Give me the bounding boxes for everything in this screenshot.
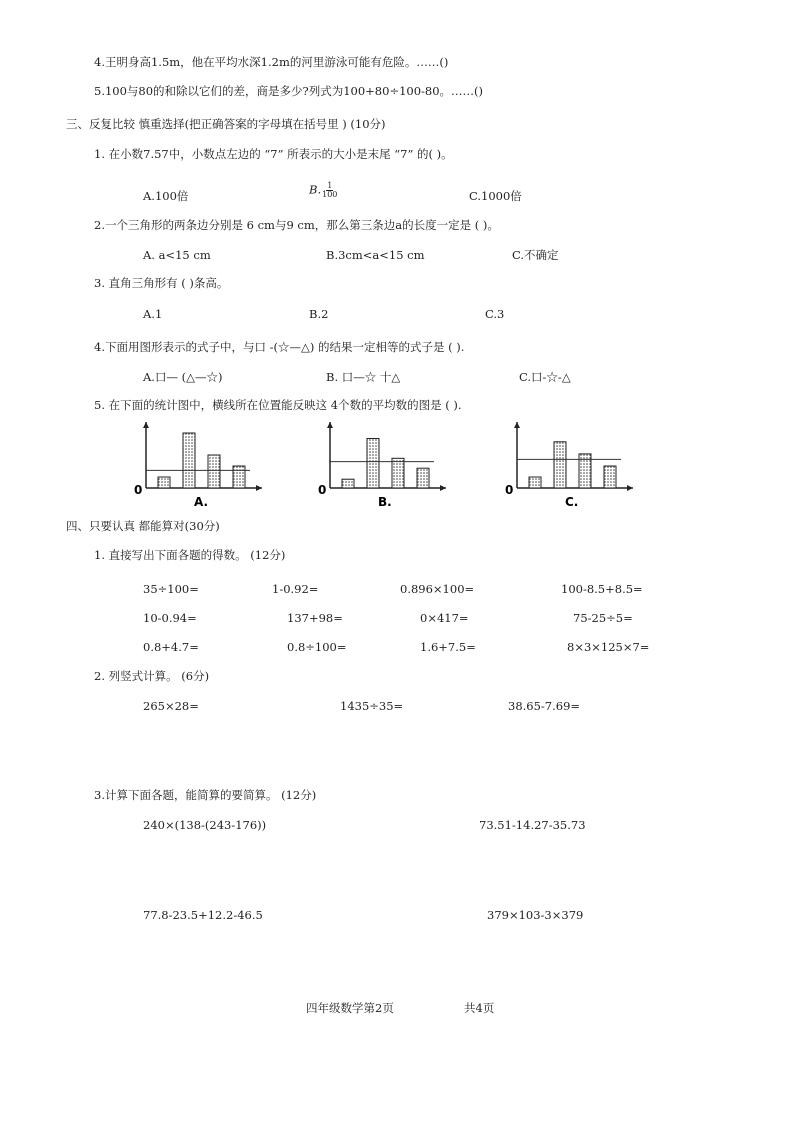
calc-cell: 8×3×125×7= <box>567 640 650 654</box>
bar <box>208 455 220 488</box>
simplify-item: 77.8-23.5+12.2-46.5 <box>143 908 263 922</box>
s3-q2-option-a: A. a<15 cm <box>143 248 211 262</box>
chart-c <box>505 418 640 513</box>
vertical-calc-item: 1435÷35= <box>340 699 404 713</box>
s4-q2-title: 2. 列竖式计算。 (6分) <box>94 669 210 683</box>
s3-q2-stem: 2.一个三角形的两条边分别是 6 cm与9 cm，那么第三条边a的长度一定是 ( )。 <box>94 218 499 232</box>
judge-item-4: 4.王明身高1.5m，他在平均水深1.2m的河里游泳可能有危险。……() <box>94 55 449 69</box>
chart-b <box>318 418 453 513</box>
x-axis-arrow <box>440 485 446 491</box>
chart-title: B. <box>378 495 392 509</box>
calc-cell: 1-0.92= <box>272 582 319 596</box>
bar <box>529 477 541 488</box>
x-axis-arrow <box>627 485 633 491</box>
bar <box>392 458 404 488</box>
calc-cell: 75-25÷5= <box>573 611 633 625</box>
calc-cell: 0.8+4.7= <box>143 640 199 654</box>
bar <box>554 442 566 488</box>
s3-q4-option-a: A.口— (△—☆) <box>143 370 223 384</box>
chart-title: A. <box>194 495 209 509</box>
calc-cell: 137+98= <box>287 611 343 625</box>
judge-item-5: 5.100与80的和除以它们的差，商是多少?列式为100+80÷100-80。……() <box>94 84 484 98</box>
y-axis-arrow <box>327 422 333 428</box>
x-axis-arrow <box>256 485 262 491</box>
s3-q4-stem: 4.下面用图形表示的式子中，与口 -(☆—△) 的结果一定相等的式子是 ( ). <box>94 340 465 354</box>
calc-cell: 0×417= <box>420 611 469 625</box>
s3-q4-option-b: B. 口—☆ 十△ <box>326 370 401 384</box>
s3-q3-option-c: C.3 <box>485 307 505 321</box>
chart-title: C. <box>565 495 579 509</box>
section3-title: 三、反复比较 慎重选择(把正确答案的字母填在括号里 ) (10分) <box>66 117 386 131</box>
y-axis-arrow <box>143 422 149 428</box>
footer-page: 四年级数学第2页 <box>306 1001 394 1015</box>
s3-q1-stem: 1. 在小数7.57中，小数点左边的 “7” 所表示的大小是末尾 “7” 的( )。 <box>94 147 453 161</box>
simplify-item: 73.51-14.27-35.73 <box>479 818 586 832</box>
calc-cell: 0.8÷100= <box>287 640 347 654</box>
calc-cell: 100-8.5+8.5= <box>561 582 643 596</box>
bar <box>604 466 616 488</box>
simplify-item: 240×(138-(243-176)) <box>143 818 267 832</box>
bar <box>183 433 195 488</box>
s3-q5-stem: 5. 在下面的统计图中，横线所在位置能反映这 4个数的平均数的图是 ( ). <box>94 398 462 412</box>
bar <box>367 439 379 489</box>
calc-cell: 35÷100= <box>143 582 199 596</box>
vertical-calc-item: 265×28= <box>143 699 199 713</box>
calc-cell: 0.896×100= <box>400 582 475 596</box>
s4-q3-title: 3.计算下面各题，能简算的要简算。 (12分) <box>94 788 317 802</box>
y-axis-arrow <box>514 422 520 428</box>
s3-q3-option-b: B.2 <box>309 307 329 321</box>
vertical-calc-item: 38.65-7.69= <box>508 699 581 713</box>
origin-label: 0 <box>505 483 514 497</box>
origin-label: 0 <box>134 483 143 497</box>
bar <box>342 479 354 488</box>
simplify-item: 379×103-3×379 <box>487 908 584 922</box>
s3-q2-option-c: C.不确定 <box>512 248 559 262</box>
section4-title: 四、只要认真 都能算对(30分) <box>66 519 220 533</box>
s3-q1-option-b: B. $\frac{1}{100}$ <box>309 181 338 199</box>
bar <box>233 466 245 488</box>
bar <box>417 468 429 488</box>
calc-cell: 1.6+7.5= <box>420 640 476 654</box>
footer-total: 共4页 <box>464 1001 495 1015</box>
s3-q3-option-a: A.1 <box>143 307 163 321</box>
s3-q1-option-c: C.1000倍 <box>469 189 522 203</box>
s3-q4-option-c: C.口-☆-△ <box>519 370 571 384</box>
calc-cell: 10-0.94= <box>143 611 197 625</box>
bar <box>158 477 170 488</box>
s3-q1-option-a: A.100倍 <box>143 189 189 203</box>
origin-label: 0 <box>318 483 327 497</box>
chart-a <box>134 418 269 513</box>
s3-q2-option-b: B.3cm<a<15 cm <box>326 248 425 262</box>
s3-q3-stem: 3. 直角三角形有 ( )条高。 <box>94 276 229 290</box>
s4-q1-title: 1. 直接写出下面各题的得数。 (12分) <box>94 548 286 562</box>
